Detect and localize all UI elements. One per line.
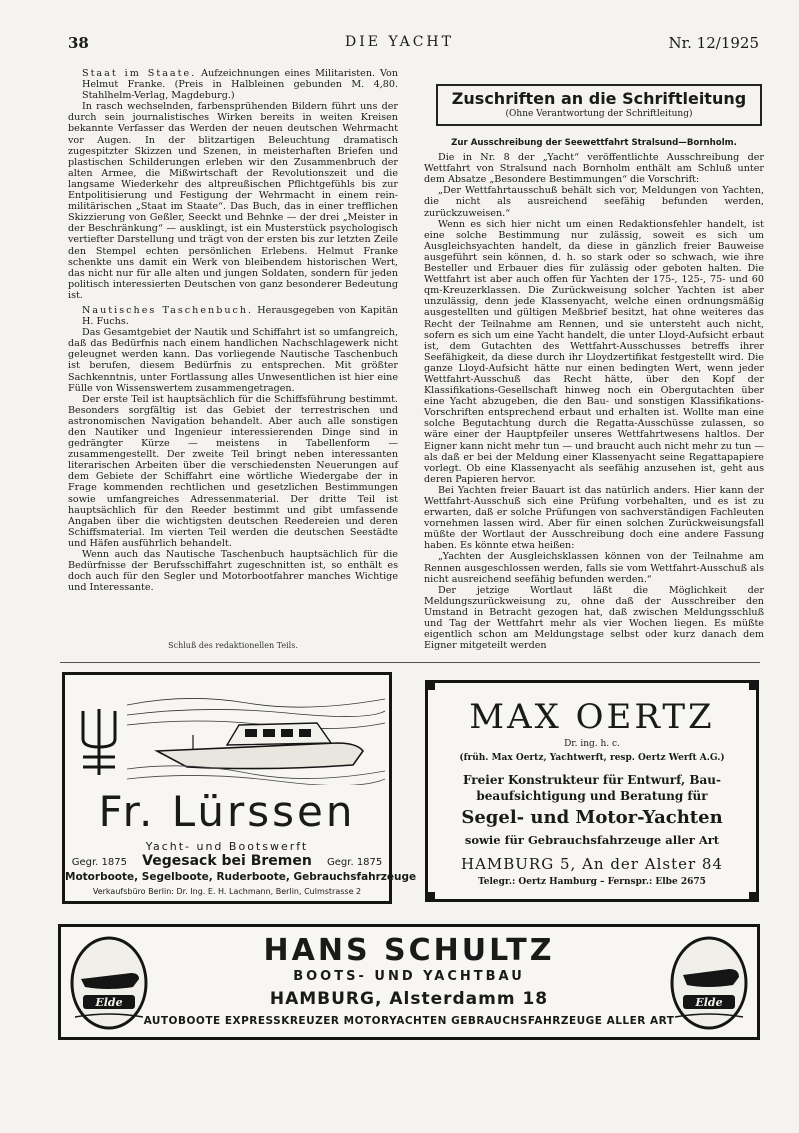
oertz-contact: Telegr.: Oertz Hamburg – Fernspr.: Elbe 2675 bbox=[478, 877, 706, 887]
oertz-line-2: beaufsichtigung und Beratung für bbox=[476, 789, 708, 803]
oertz-former-name: (früh. Max Oertz, Yachtwerft, resp. Oertz Werft A.G.) bbox=[459, 753, 725, 763]
issue-number: Nr. 12/1925 bbox=[668, 34, 759, 52]
schultz-address: HAMBURG, Alsterdamm 18 bbox=[269, 989, 549, 1009]
book-info-2: Herausgegeben von Kapitän H. Fuchs. bbox=[82, 304, 398, 328]
corner-ornament bbox=[749, 680, 759, 690]
motorboat-illustration bbox=[127, 685, 385, 785]
right-column bbox=[424, 138, 764, 651]
book-info-1: Aufzeichnungen eines Militaristen. Von Helmut Franke. (Preis in Halbleinen gebunden M. 4,80. Stahlhelm-Verlag, Magdeburg.) bbox=[82, 68, 398, 102]
luerssen-products: Motorboote, Segelboote, Ruderboote, Gebrauchsfahrzeuge bbox=[65, 871, 417, 883]
oertz-specialty: Segel- und Motor-Yachten bbox=[461, 807, 723, 828]
oertz-address: HAMBURG 5, An der Alster 84 bbox=[461, 855, 723, 873]
book-title-2: Nautisches Taschenbuch. bbox=[82, 304, 254, 316]
oertz-line-3: sowie für Gebrauchsfahrzeuge aller Art bbox=[464, 833, 720, 847]
oertz-name: MAX OERTZ bbox=[469, 697, 715, 737]
luerssen-location: Vegesack bei Bremen bbox=[142, 853, 312, 869]
review-2-paragraph-1: Das Gesamtgebiet der Nautik und Schiffahrt ist so umfangreich, daß das Bedürfnis nach einem handlichen Nachschlagewerk nicht geleugnet werden kann. Das vorliegende Nautische Taschenbuch ist berufen, diesem Bedürfnis zu entsprechen. Mit größter Sachkenntnis, unter Fortlassung alles Unwesentlichen ist hier eine Fülle von Wissenswertem zusammengetragen. bbox=[68, 327, 398, 394]
schultz-subtitle: BOOTS- UND YACHTBAU bbox=[293, 969, 525, 984]
corner-ornament bbox=[425, 892, 435, 902]
letters-subtitle: (Ohne Verantwortung der Schriftleitung) bbox=[505, 109, 693, 119]
luerssen-founded-left: Gegr. 1875 bbox=[71, 857, 127, 868]
luerssen-location-line bbox=[65, 853, 389, 869]
oertz-advertisement bbox=[425, 680, 759, 902]
editorial-end-note: Schluß des redaktionellen Teils. bbox=[168, 641, 298, 650]
luerssen-sales-office: Verkaufsbüro Berlin: Dr. Ing. E. H. Lachmann, Berlin, Culmstrasse 2 bbox=[92, 887, 362, 896]
letter-paragraph-3: Bei Yachten freier Bauart ist das natürlich anders. Hier kann der Wettfahrt-Ausschuß sich eine Prüfung vorbehalten, und es ist zu erwarten, daß er solche Prüfungen von sachverständigen Fachleuten vornehmen lassen wird. Aber für einen solchen Zurückweisungsfall müßte der Wortlaut der Ausschreibung doch eine andere Fassung haben. Es könnte etwa heißen: bbox=[424, 484, 764, 552]
letter-quote-2: „Yachten der Ausgleichsklassen können von der Teilnahme am Rennen ausgeschlossen werden, falls sie vom Wettfahrt-Ausschuß als nicht ausreichend seefähig befunden werden.“ bbox=[424, 551, 764, 585]
schultz-products: AUTOBOOTE EXPRESSKREUZER MOTORYACHTEN GEBRAUCHSFAHRZEUGE ALLER ART bbox=[143, 1015, 675, 1027]
letters-section-box bbox=[436, 84, 762, 126]
luerssen-name: Fr. Lürssen bbox=[98, 787, 356, 836]
left-column bbox=[68, 68, 398, 593]
letter-paragraph-1: Die in Nr. 8 der „Yacht“ veröffentlichte Ausschreibung der Wettfahrt von Stralsund nach Bornholm enthält am Schluß unter dem Absatze „Besondere Bestimmungen“ die Vorschrift: bbox=[424, 152, 764, 186]
oertz-degree: Dr. ing. h. c. bbox=[564, 739, 620, 749]
book-review-2-heading bbox=[68, 305, 398, 327]
page-number: 38 bbox=[68, 34, 89, 52]
oertz-line-1: Freier Konstrukteur für Entwurf, Bau- bbox=[463, 773, 721, 787]
letter-paragraph-4: Der jetzige Wortlaut läßt die Möglichkeit der Meldungszurückweisung zu, ohne daß der Ausschreiber den Umstand in Betracht gezogen hat, daß zwischen Meldungsschluß und Tag der Wettfahrt mehr als vier Wochen liegen. Es müßte eigentlich schon am Meldungstage selbst oder kurz danach dem Eigner mitgeteilt werden bbox=[424, 584, 764, 652]
schultz-name: HANS SCHULTZ bbox=[263, 933, 555, 968]
book-review-1-heading bbox=[68, 68, 398, 101]
luerssen-advertisement bbox=[62, 672, 417, 904]
schultz-advertisement bbox=[58, 924, 760, 1040]
magazine-title: DIE YACHT bbox=[345, 34, 454, 50]
review-2-paragraph-3: Wenn auch das Nautische Taschenbuch hauptsächlich für die Bedürfnisse der Berufsschiffahrt zugeschnitten ist, so enthält es doch auch für den Segler und Motorbootfahrer manches Wichtige und Interessante. bbox=[68, 549, 398, 594]
divider-rule bbox=[60, 662, 760, 663]
trident-logo-icon bbox=[77, 705, 121, 777]
review-1-text: In rasch wechselnden, farbensprühenden Bildern führt uns der durch sein journalistisches Wirken bereits in weiten Kreisen bekannte Verfasser das Werden der neuen deutschen Wehrmacht vor Augen. In der blitzartigen Beleuchtung dramatisch zugespitzter Skizzen und Szenen, in meisterhaften Briefen und plastischen Schilderungen erleben wir den Zusammenbruch der alten Armee, die Mißwirtschaft der Revolutionszeit und die langsame Wiederkehr des altpreußischen Pflichtgefühls bis zur Entpolitisierung und Festigung der Wehrmacht in einem rein-militärischen „Staat im Staate“. Das Buch, das in einer trefflichen Skizzierung von Geßler, Seeckt und Behnke — der drei „Meister in der Beschränkung“ — ausklingt, ist ein Musterstück psychologisch vertiefter Darstellung und trägt von der ersten bis zur letzten Zeile den Stempel echten persönlichen Erlebens. Helmut Franke schenkte uns damit ein Werk von bleibendem historischen Wert, das nicht nur für alle alten und jungen Soldaten, sondern für jeden politisch interessierten Deutschen von ganz besonderer Bedeutung ist. bbox=[68, 101, 398, 301]
letter-heading: Zur Ausschreibung der Seewettfahrt Stralsund—Bornholm. bbox=[451, 138, 737, 148]
luerssen-founded-right: Gegr. 1875 bbox=[327, 857, 383, 868]
emblem-left-text: Elde bbox=[95, 996, 123, 1009]
corner-ornament bbox=[425, 680, 435, 690]
emblem-right-text: Elde bbox=[695, 996, 723, 1009]
luerssen-subtitle: Yacht- und Bootswerft bbox=[145, 840, 309, 853]
book-title-1: Staat im Staate. bbox=[82, 68, 197, 79]
letter-paragraph-2: Wenn es sich hier nicht um einen Redaktionsfehler handelt, ist eine solche Bestimmung nur zulässig, soweit es sich um Ausgleichsyachten handelt, da diese in gänzlich freier Bauweise ausgeführt sein können, d. h. so stark oder so schwach, wie ihre Besteller und Erbauer dies für zulässig oder geboten halten. Die Wettfahrt ist aber auch offen für Yachten der 175-, 125-, 75- und 60 qm-Kreuzerklassen. Die Zurückweisung solcher Yachten ist aber unzulässig, denn jede Klassenyacht, welche einen ordnungsmäßig ausgestellten und gültigen Meßbrief besitzt, hat ohne weiteres das Recht der Teilnahme am Rennen, und sie untersteht auch nicht, sofern es sich um eine Yacht handelt, die unter Lloyd-Aufsicht erbaut ist, dem Gutachten des Wettfahrt-Ausschusses betreffs ihrer Seefähigkeit, da diese durch ihr Lloydzertifikat festgestellt wird. Die ganze Lloyd-Aufsicht hätte nur einen bedingten Wert, wenn jeder Wettfahrt-Ausschuß das Recht hätte, über den Kopf der Klassifikations-Gesellschaft hinweg noch ein Obergutachten über eine Yacht abzugeben, die den Bau- und sonstigen Klassifikations-Vorschriften entsprechend erbaut und erhalten ist. Wollte man eine solche Begutachtung durch die Regatta-Ausschüsse zulassen, so wäre einer der Hauptpfeiler unseres Wettfahrtwesens haltlos. Der Eigner kann nicht mehr tun — und braucht auch nicht mehr zu tun — als daß er bei der Meldung einer Klassenyacht seine Regattapapiere vorlegt. Ob eine Klassenyacht als seefähig anzusehen ist, geht aus deren Papieren hervor. bbox=[424, 218, 764, 485]
corner-ornament bbox=[749, 892, 759, 902]
letter-quote-1: „Der Wettfahrtausschuß behält sich vor, Meldungen von Yachten, die nicht als ausreichend seefähig befunden werden, zurückzuweisen.“ bbox=[424, 185, 764, 219]
review-2-paragraph-2: Der erste Teil ist hauptsächlich für die Schiffsführung bestimmt. Besonders sorgfältig ist das Gebiet der terrestrischen und astronomischen Navigation behandelt. Aber auch alle sonstigen den Nautiker und Ingenieur interessierenden Dinge sind in gedrängter Kürze — meistens in Tabellenform — zusammengestellt. Der zweite Teil bringt neben interessanten literarischen Arbeiten über die verschiedensten Neuerungen auf dem Gebiete der Schiffahrt eine wörtliche Wiedergabe der in Frage kommenden rechtlichen und gesetzlichen Bestimmungen sowie umfangreiches Adressenmaterial. Der dritte Teil ist hauptsächlich für den Reeder bestimmt und gibt umfassende Angaben über die wichtigsten deutschen Reedereien und deren Schiffsmaterial. Im vierten Teil werden die deutschen Seestädte und Häfen ausführlich behandelt. bbox=[68, 393, 398, 549]
letters-title: Zuschriften an die Schriftleitung bbox=[451, 89, 747, 108]
